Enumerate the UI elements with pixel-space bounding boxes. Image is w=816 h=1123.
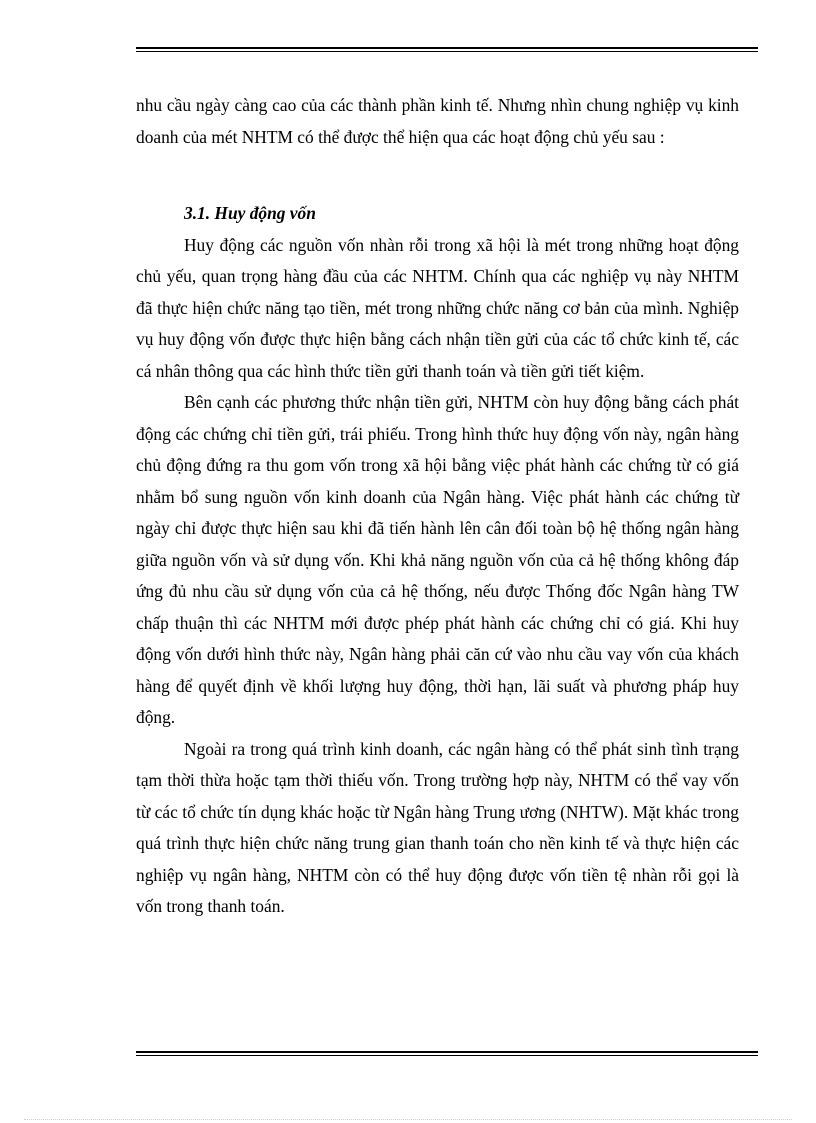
- body-paragraph-continued: nhu cầu ngày càng cao của các thành phần kinh tế. Nhưng nhìn chung nghiệp vụ kinh doanh của mét NHTM có thể được thể hiện qua các hoạt động chủ yếu sau :: [136, 95, 739, 147]
- section-heading: 3.1. Huy động vốn: [184, 203, 316, 223]
- page-edge-divider: [24, 1119, 792, 1120]
- header-rule: [136, 47, 758, 52]
- page-body: [136, 90, 739, 923]
- body-paragraph: Ngoài ra trong quá trình kinh doanh, các ngân hàng có thể phát sinh tình trạng tạm thời thừa hoặc tạm thời thiếu vốn. Trong trường hợp này, NHTM có thể vay vốn từ các tổ chức tín dụng khác hoặc từ Ngân hàng Trung ương (NHTW). Mặt khác trong quá trình thực hiện chức năng trung gian thanh toán cho nền kinh tế và thực hiện các nghiệp vụ ngân hàng, NHTM còn có thể huy động được vốn tiền tệ nhàn rỗi gọi là vốn trong thanh toán.: [136, 738, 739, 916]
- body-paragraph: Bên cạnh các phương thức nhận tiền gửi, NHTM còn huy động bằng cách phát động các chứng chỉ tiền gửi, trái phiếu. Trong hình thức huy động vốn này, ngân hàng chủ động đứng ra thu gom vốn trong xã hội bằng việc phát hành các chứng từ có giá nhằm bổ sung nguồn vốn kinh doanh của Ngân hàng. Việc phát hành các chứng từ ngày chỉ được thực hiện sau khi đã tiến hành lên cân đối toàn bộ hệ thống ngân hàng giữa nguồn vốn và sử dụng vốn. Khi khả năng nguồn vốn của cả hệ thống không đáp ứng đủ nhu cầu sử dụng vốn của cả hệ thống, nếu được Thống đốc Ngân hàng TW chấp thuận thì các NHTM mới được phép phát hành các chứng chỉ có giá. Khi huy động vốn dưới hình thức này, Ngân hàng phải căn cứ vào nhu cầu vay vốn của khách hàng để quyết định về khối lượng huy động, thời hạn, lãi suất và phương pháp huy động.: [136, 392, 739, 727]
- body-paragraph: Huy động các nguồn vốn nhàn rỗi trong xã hội là mét trong những hoạt động chủ yếu, quan trọng hàng đầu của các NHTM. Chính qua các nghiệp vụ này NHTM đã thực hiện chức năng tạo tiền, mét trong những chức năng cơ bản của mình. Nghiệp vụ huy động vốn được thực hiện bằng cách nhận tiền gửi của các tổ chức kinh tế, các cá nhân thông qua các hình thức tiền gửi thanh toán và tiền gửi tiết kiệm.: [136, 234, 739, 381]
- footer-rule: [136, 1051, 758, 1056]
